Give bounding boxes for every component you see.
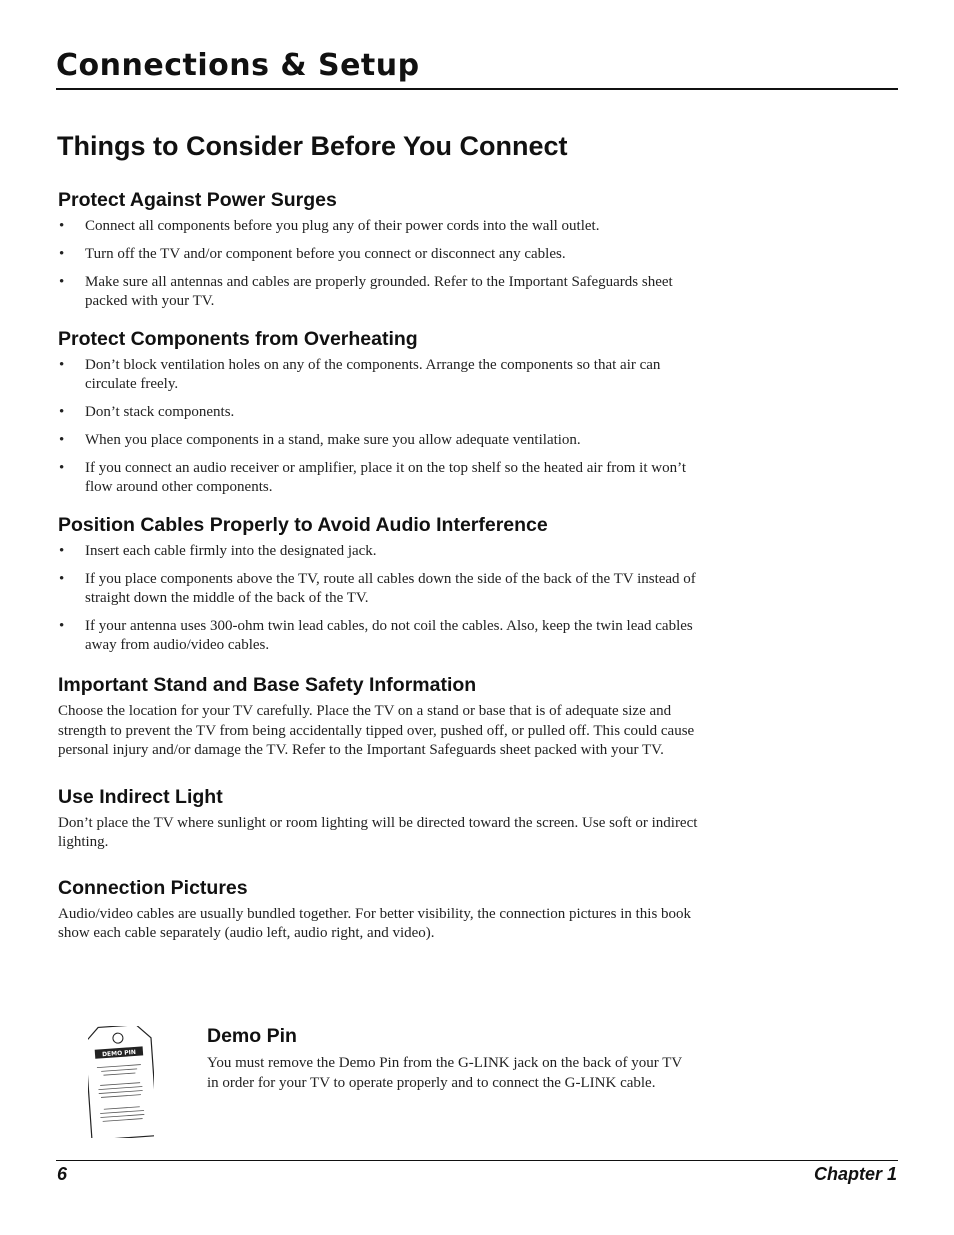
section-indirect-light bbox=[58, 783, 708, 853]
bullet-item: • If you connect an audio receiver or amplifier, place it on the top shelf so the heated air from it won’t flow around other components. bbox=[58, 459, 708, 497]
header-rule bbox=[56, 88, 898, 90]
bullet-item: • Make sure all antennas and cables are properly grounded. Refer to the Important Safeguards sheet packed with your TV. bbox=[58, 273, 708, 311]
section-stand-safety bbox=[58, 671, 708, 761]
section-connection-pictures bbox=[58, 874, 708, 944]
section-heading: Protect Against Power Surges bbox=[58, 189, 337, 211]
header-title: Connections & Setup bbox=[56, 48, 420, 83]
section-body: Choose the location for your TV carefully. Place the TV on a stand or base that is of adequate size and strength to prevent the TV from being accidentally tipped over, pushed off, or pulled off. This could cause personal injury and/or damage the TV. Refer to the Important Safeguards sheet packed with your TV. bbox=[58, 703, 695, 758]
bullet-item: • Turn off the TV and/or component before you connect or disconnect any cables. bbox=[58, 245, 708, 264]
page-title: Things to Consider Before You Connect bbox=[57, 131, 568, 161]
bullet-item: • Insert each cable firmly into the designated jack. bbox=[58, 542, 708, 561]
demo-pin-tag-label: DEMO PIN bbox=[101, 1048, 137, 1059]
section-heading: Use Indirect Light bbox=[58, 785, 223, 808]
demo-pin-tag-image bbox=[88, 1026, 154, 1138]
section-heading: Protect Components from Overheating bbox=[58, 328, 418, 350]
bullet-item: • Connect all components before you plug any of their power cords into the wall outlet. bbox=[58, 217, 708, 236]
section-heading: Connection Pictures bbox=[58, 876, 248, 899]
section-body: Audio/video cables are usually bundled together. For better visibility, the connection pictures in this book show each cable separately (audio left, audio right, and video). bbox=[58, 905, 692, 941]
main-content bbox=[58, 186, 708, 944]
section-power-surges bbox=[58, 186, 708, 311]
section-demo-pin bbox=[207, 1022, 697, 1093]
section-body: You must remove the Demo Pin from the G-LINK jack on the back of your TV in order for your TV to operate properly and to connect the G-LINK cable. bbox=[207, 1055, 682, 1091]
bullet-item: • Don’t stack components. bbox=[58, 403, 708, 422]
bullet-list bbox=[58, 356, 708, 497]
bullet-item: • If your antenna uses 300-ohm twin lead cables, do not coil the cables. Also, keep the twin lead cables away from audio/video cables. bbox=[58, 617, 708, 655]
bullet-item: • When you place components in a stand, make sure you allow adequate ventilation. bbox=[58, 431, 708, 450]
page-number: 6 bbox=[57, 1164, 68, 1184]
section-heading: Demo Pin bbox=[207, 1025, 297, 1047]
section-overheating bbox=[58, 325, 708, 497]
bullet-item: • If you place components above the TV, route all cables down the side of the back of the TV instead of straight down the middle of the back of the TV. bbox=[58, 570, 708, 608]
bullet-list bbox=[58, 217, 708, 311]
chapter-label: Chapter 1 bbox=[813, 1164, 897, 1184]
footer-rule bbox=[56, 1160, 898, 1161]
bullet-list bbox=[58, 542, 708, 655]
section-heading: Position Cables Properly to Avoid Audio Interference bbox=[58, 514, 548, 536]
section-body: Don’t place the TV where sunlight or room lighting will be directed toward the screen. Use soft or indirect lighting. bbox=[58, 814, 698, 850]
section-cable-position bbox=[58, 511, 708, 655]
section-heading: Important Stand and Base Safety Information bbox=[58, 674, 477, 696]
bullet-item: • Don’t block ventilation holes on any of the components. Arrange the components so that air can circulate freely. bbox=[58, 356, 708, 394]
